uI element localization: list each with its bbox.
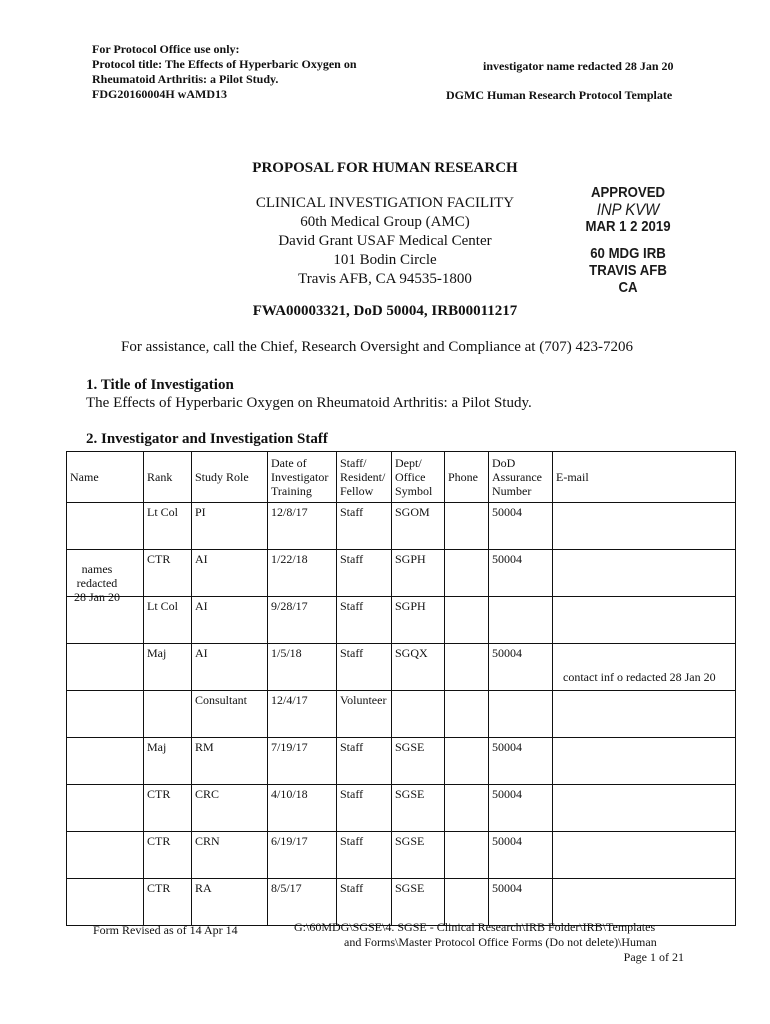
- cell-phone: [445, 550, 489, 597]
- cell-role: CRC: [192, 785, 268, 832]
- col-header-rank: Rank: [144, 452, 192, 503]
- section-title: Title of Investigation: [100, 377, 234, 393]
- cell-dod: 50004: [489, 879, 553, 926]
- contact-redaction-note: contact inf o redacted 28 Jan 20: [563, 670, 716, 684]
- table-row: [67, 691, 736, 738]
- cell-training: 1/22/18: [268, 550, 337, 597]
- section-title: Investigator and Investigation Staff: [101, 431, 328, 447]
- cell-staff: Staff: [337, 785, 392, 832]
- facility-line: 101 Bodin Circle: [333, 252, 437, 268]
- cell-rank: Lt Col: [144, 503, 192, 550]
- cell-email: [553, 597, 736, 644]
- cell-rank: Maj: [144, 644, 192, 691]
- path-line: and Forms\Master Protocol Office Forms (Do not delete)\Human: [344, 935, 657, 949]
- assurance-numbers: FWA00003321, DoD 50004, IRB00011217: [252, 303, 518, 319]
- names-redaction-note: [66, 562, 128, 604]
- cell-dod: 50004: [489, 832, 553, 879]
- cell-training: 1/5/18: [268, 644, 337, 691]
- cell-training: 4/10/18: [268, 785, 337, 832]
- cell-name: [67, 691, 144, 738]
- cell-phone: [445, 503, 489, 550]
- cell-rank: Lt Col: [144, 597, 192, 644]
- cell-dod: [489, 691, 553, 738]
- col-header-email: E-mail: [553, 452, 736, 503]
- header-line: FDG20160004H wAMD13: [92, 87, 227, 101]
- investigation-title: The Effects of Hyperbaric Oxygen on Rheumatoid Arthritis: a Pilot Study.: [86, 395, 532, 411]
- cell-dept: SGSE: [392, 879, 445, 926]
- cell-dept: SGSE: [392, 785, 445, 832]
- cell-dept: SGPH: [392, 550, 445, 597]
- table-row: [67, 738, 736, 785]
- cell-dept: SGSE: [392, 832, 445, 879]
- col-header-dod-assurance: DoD Assurance Number: [489, 452, 553, 503]
- redaction-line: names: [81, 562, 113, 576]
- cell-role: AI: [192, 597, 268, 644]
- cell-phone: [445, 691, 489, 738]
- cell-phone: [445, 738, 489, 785]
- col-header-staff-type: Staff/ Resident/ Fellow: [337, 452, 392, 503]
- cell-staff: Staff: [337, 597, 392, 644]
- stamp-date: MAR 1 2 2019: [585, 218, 671, 235]
- page-number: Page 1 of 21: [623, 950, 684, 964]
- cell-email: [553, 691, 736, 738]
- cell-dept: SGSE: [392, 738, 445, 785]
- cell-training: 12/4/17: [268, 691, 337, 738]
- cell-dept: SGQX: [392, 644, 445, 691]
- cell-phone: [445, 785, 489, 832]
- table-row: [67, 597, 736, 644]
- header-line: Protocol title: The Effects of Hyperbaric Oxygen on: [92, 57, 357, 71]
- cell-role: RM: [192, 738, 268, 785]
- cell-training: 9/28/17: [268, 597, 337, 644]
- cell-dod: 50004: [489, 550, 553, 597]
- cell-training: 8/5/17: [268, 879, 337, 926]
- assistance-note: For assistance, call the Chief, Research Oversight and Compliance at (707) 423-7206: [121, 339, 633, 355]
- cell-email: [553, 785, 736, 832]
- cell-role: AI: [192, 644, 268, 691]
- cell-staff: Staff: [337, 644, 392, 691]
- facility-line: 60th Medical Group (AMC): [300, 214, 470, 230]
- cell-dod: 50004: [489, 738, 553, 785]
- cell-staff: Volunteer: [337, 691, 392, 738]
- col-header-name: Name: [67, 452, 144, 503]
- cell-name: [67, 832, 144, 879]
- redaction-line: redacted: [76, 576, 118, 590]
- cell-staff: Staff: [337, 832, 392, 879]
- cell-phone: [445, 644, 489, 691]
- cell-phone: [445, 879, 489, 926]
- cell-training: 7/19/17: [268, 738, 337, 785]
- cell-role: PI: [192, 503, 268, 550]
- cell-dept: [392, 691, 445, 738]
- cell-role: RA: [192, 879, 268, 926]
- cell-dept: SGOM: [392, 503, 445, 550]
- irb-approval-stamp: [579, 184, 678, 296]
- cell-rank: Maj: [144, 738, 192, 785]
- facility-line: CLINICAL INVESTIGATION FACILITY: [255, 195, 515, 211]
- section-2-heading: [86, 431, 328, 448]
- cell-email: [553, 503, 736, 550]
- cell-name: [67, 503, 144, 550]
- header-line: Rheumatoid Arthritis: a Pilot Study.: [92, 72, 279, 86]
- section-number: 1.: [86, 377, 98, 393]
- form-revision: Form Revised as of 14 Apr 14: [93, 923, 238, 937]
- facility-line: David Grant USAF Medical Center: [278, 233, 492, 249]
- cell-phone: [445, 832, 489, 879]
- table-row: [67, 503, 736, 550]
- table-header-row: [67, 452, 736, 503]
- cell-staff: Staff: [337, 738, 392, 785]
- cell-email: [553, 550, 736, 597]
- cell-staff: Staff: [337, 503, 392, 550]
- stamp-initials: INP KVW: [596, 200, 660, 219]
- path-line: G:\60MDG\SGSE\4. SGSE - Clinical Research\IRB Folder\IRB\Templates: [294, 920, 656, 934]
- stamp-approved: APPROVED: [590, 184, 666, 201]
- cell-rank: CTR: [144, 785, 192, 832]
- cell-rank: [144, 691, 192, 738]
- cell-email: [553, 879, 736, 926]
- cell-training: 12/8/17: [268, 503, 337, 550]
- redaction-line: 28 Jan 20: [74, 590, 120, 604]
- cell-name: [67, 879, 144, 926]
- template-name: DGMC Human Research Protocol Template: [446, 88, 673, 102]
- cell-rank: CTR: [144, 832, 192, 879]
- cell-name: [67, 785, 144, 832]
- section-1-heading: [86, 377, 234, 394]
- cell-role: Consultant: [192, 691, 268, 738]
- cell-name: [67, 644, 144, 691]
- table-row: [67, 550, 736, 597]
- facility-line: Travis AFB, CA 94535-1800: [298, 271, 472, 287]
- cell-role: AI: [192, 550, 268, 597]
- cell-staff: Staff: [337, 879, 392, 926]
- page-title: PROPOSAL FOR HUMAN RESEARCH: [252, 160, 518, 176]
- header-line: For Protocol Office use only:: [92, 42, 240, 56]
- file-path-footer: [294, 920, 684, 965]
- cell-dept: SGPH: [392, 597, 445, 644]
- stamp-org: 60 MDG IRB: [590, 245, 666, 262]
- table-row: [67, 832, 736, 879]
- cell-role: CRN: [192, 832, 268, 879]
- cell-dod: 50004: [489, 785, 553, 832]
- cell-dod: [489, 597, 553, 644]
- section-number: 2.: [86, 431, 98, 447]
- cell-name: [67, 738, 144, 785]
- cell-rank: CTR: [144, 879, 192, 926]
- col-header-training-date: Date of Investigator Training: [268, 452, 337, 503]
- protocol-office-header: [92, 42, 357, 102]
- investigator-redaction-note: investigator name redacted 28 Jan 20: [483, 59, 674, 73]
- cell-training: 6/19/17: [268, 832, 337, 879]
- col-header-dept: Dept/ Office Symbol: [392, 452, 445, 503]
- cell-email: [553, 832, 736, 879]
- stamp-location: TRAVIS AFB CA: [589, 262, 667, 296]
- cell-rank: CTR: [144, 550, 192, 597]
- col-header-phone: Phone: [445, 452, 489, 503]
- investigator-staff-table: [66, 451, 736, 926]
- cell-dod: 50004: [489, 503, 553, 550]
- table-row: [67, 785, 736, 832]
- cell-dod: 50004: [489, 644, 553, 691]
- col-header-study-role: Study Role: [192, 452, 268, 503]
- cell-email: [553, 738, 736, 785]
- cell-staff: Staff: [337, 550, 392, 597]
- cell-phone: [445, 597, 489, 644]
- table-row: [67, 879, 736, 926]
